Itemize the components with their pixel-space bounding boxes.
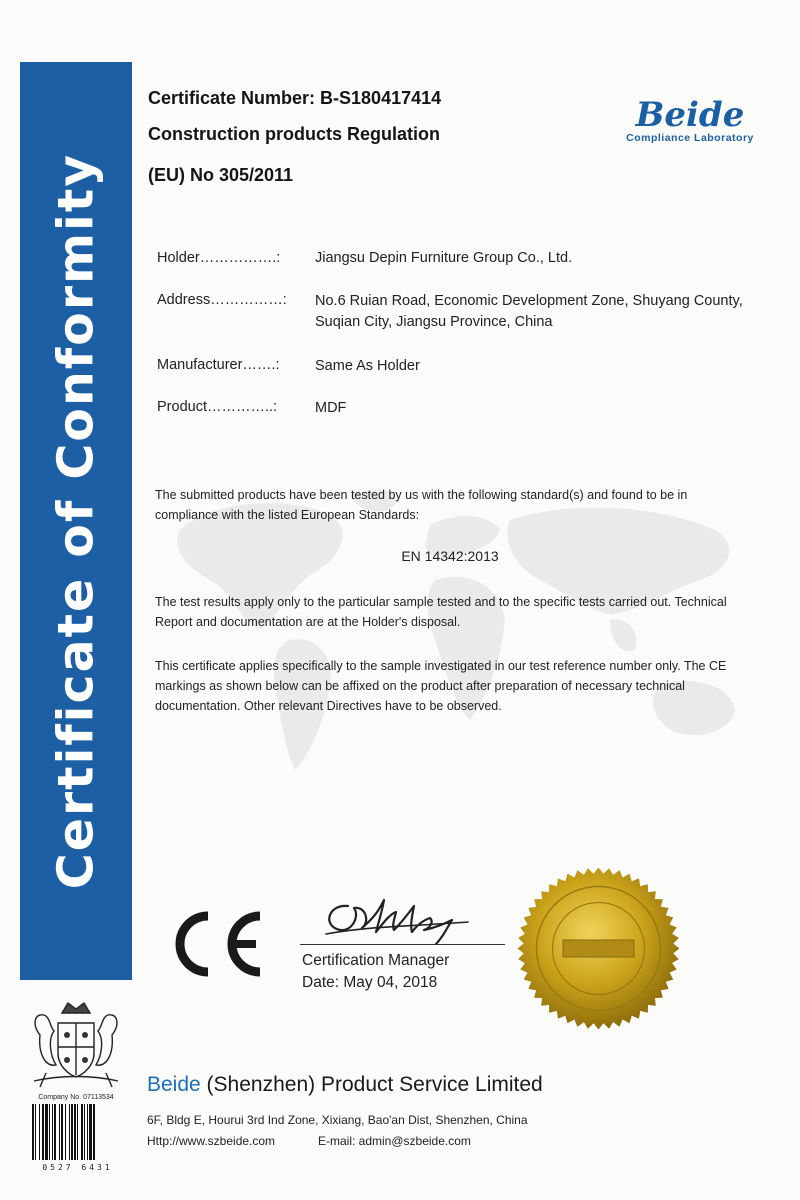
gold-seal-icon bbox=[516, 866, 681, 1031]
manufacturer-label: Manufacturer…….: bbox=[157, 357, 280, 373]
barcode-icon bbox=[31, 1104, 124, 1162]
holder-label: Holder…………….: bbox=[157, 250, 281, 266]
ce-mark-icon bbox=[160, 908, 270, 980]
barcode-bar bbox=[54, 1104, 56, 1160]
coat-of-arms-icon bbox=[20, 995, 132, 1093]
applicability-note: This certificate applies specifically to the sample investigated in our test reference number only. The CE markings as shown below can be affixed on the product after preparation of necessary technical documentation. Other relevant Directives have to be observed. bbox=[155, 659, 727, 713]
issuer-website-link[interactable]: Http://www.szbeide.com bbox=[147, 1134, 276, 1148]
manufacturer-value: Same As Holder bbox=[315, 358, 420, 374]
test-results-note: The test results apply only to the particular sample tested and to the specific tests carried out. Technical Report and documentation are at the Holder's disposal. bbox=[155, 595, 727, 629]
logo-subtitle: Compliance Laboratory bbox=[626, 132, 754, 144]
regulation-number: (EU) No 305/2011 bbox=[148, 165, 294, 185]
signatory-title: Certification Manager bbox=[302, 952, 450, 969]
barcode-bar bbox=[74, 1104, 76, 1160]
regulation-title: Construction products Regulation bbox=[148, 124, 440, 144]
barcode-digits: 0527 6431 bbox=[42, 1163, 113, 1172]
barcode-bar bbox=[77, 1104, 78, 1160]
certificate-date: Date: May 04, 2018 bbox=[302, 974, 438, 991]
barcode-bar bbox=[65, 1104, 66, 1160]
product-label: Product…………..: bbox=[157, 399, 278, 415]
barcode-bar bbox=[69, 1104, 70, 1160]
issuer-brand: Beide bbox=[147, 1073, 201, 1096]
barcode-bar bbox=[71, 1104, 73, 1160]
barcode-bar bbox=[84, 1104, 85, 1160]
side-title: Certificate of Conformity bbox=[47, 152, 105, 890]
barcode-bar bbox=[87, 1104, 88, 1160]
barcode-bar bbox=[32, 1104, 34, 1160]
barcode-bar bbox=[93, 1104, 95, 1160]
product-value: MDF bbox=[315, 400, 347, 416]
holder-value: Jiangsu Depin Furniture Group Co., Ltd. bbox=[315, 250, 573, 266]
barcode-bar bbox=[89, 1104, 92, 1160]
address-value: No.6 Ruian Road, Economic Development Zone, Shuyang County, Suqian City, Jiangsu Province, China bbox=[315, 293, 743, 330]
barcode-bar bbox=[49, 1104, 50, 1160]
barcode-bar bbox=[42, 1104, 44, 1160]
standard-reference: EN 14342:2013 bbox=[401, 548, 499, 564]
barcode-bar bbox=[39, 1104, 40, 1160]
barcode-bar bbox=[45, 1104, 48, 1160]
logo-word: Beide bbox=[635, 95, 745, 135]
compliance-statement: The submitted products have been tested by us with the following standard(s) and found to be in compliance with the listed European Standards: bbox=[155, 488, 688, 522]
barcode-bar bbox=[52, 1104, 53, 1160]
issuer-company-rest: (Shenzhen) Product Service Limited bbox=[200, 1073, 543, 1096]
barcode-bar bbox=[59, 1104, 60, 1160]
barcode-bar bbox=[81, 1104, 83, 1160]
signature-line bbox=[300, 944, 505, 945]
barcode-bar bbox=[61, 1104, 63, 1160]
issuer-email-link[interactable]: E-mail: admin@szbeide.com bbox=[318, 1134, 471, 1148]
issuer-company-name bbox=[147, 1073, 543, 1097]
beide-logo bbox=[600, 96, 780, 144]
barcode-bar bbox=[35, 1104, 36, 1160]
signature-icon bbox=[318, 886, 478, 948]
address-label: Address……………: bbox=[157, 292, 287, 308]
company-registration-number: Company No. 07113534 bbox=[38, 1094, 114, 1101]
certificate-number: Certificate Number: B-S180417414 bbox=[148, 88, 442, 108]
issuer-address: 6F, Bldg E, Hourui 3rd Ind Zone, Xixiang, Bao'an Dist, Shenzhen, China bbox=[147, 1113, 528, 1127]
